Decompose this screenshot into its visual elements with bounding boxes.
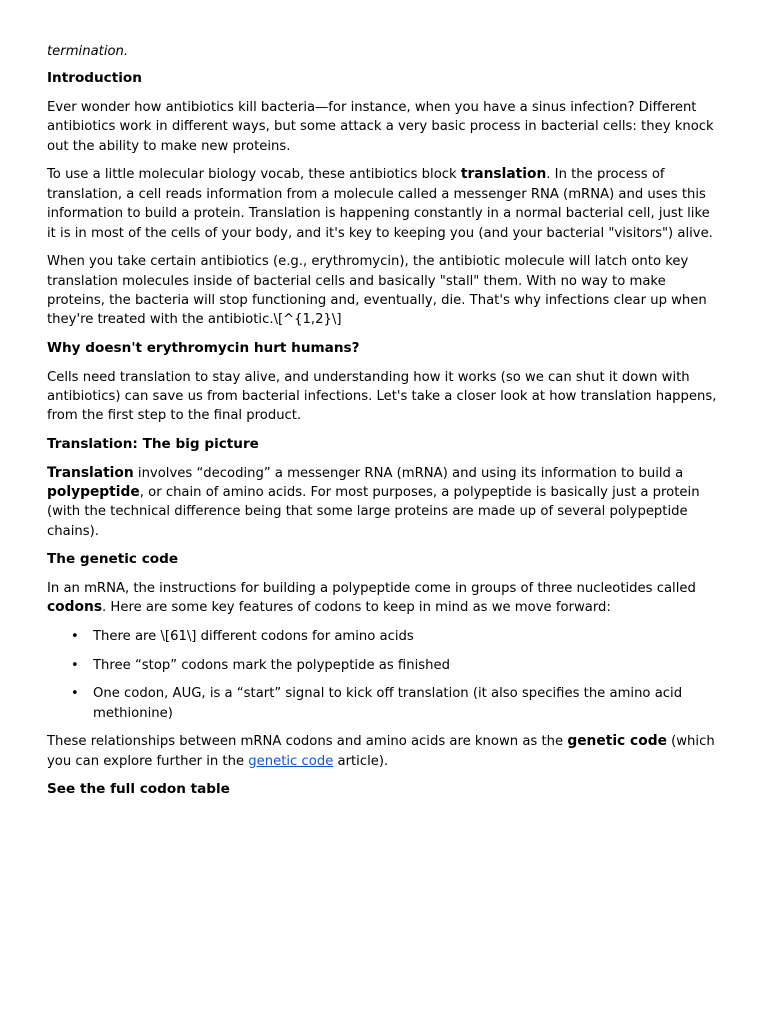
intro-paragraph-2 [47,165,720,243]
heading-big-picture: Translation: The big picture [47,436,259,453]
bullet-icon: • [71,686,79,702]
heading-why-erythromycin: Why doesn't erythromycin hurt humans? [47,340,360,357]
list-item-text: One codon, AUG, is a “start” signal to kick off translation (it also specifies the amino acid methionine) [93,686,683,721]
lead-in-text: termination. [47,44,129,59]
genetic-code-link[interactable]: genetic code [248,753,334,769]
genetic-code-p1-after: . Here are some key features of codons to keep in mind as we move forward: [102,600,611,616]
bullet-icon: • [71,629,79,645]
list-item [71,627,720,646]
intro-p2-text-before: To use a little molecular biology vocab, these antibiotics block [47,167,461,183]
big-picture-paragraph [47,464,720,542]
codon-features-list [47,627,720,723]
why-paragraph: Cells need translation to stay alive, and understanding how it works (so we can shut it down with antibiotics) can save us from bacterial infections. Let's take a closer look at how translation happens, from the first step to the final product. [47,369,717,424]
intro-paragraph-3: When you take certain antibiotics (e.g., erythromycin), the antibiotic molecule will latch onto key translation molecules inside of bacterial cells and basically "stall" them. With no way to make proteins, the bacteria will stop functioning and, eventually, die. That's why infections clear up when they're treated with the antibiotic.\[^{1,2}\] [47,254,707,328]
term-codons: codons [47,599,103,616]
term-translation-2: Translation [47,464,134,481]
bullet-icon: • [71,657,79,673]
big-picture-text-2: , or chain of amino acids. For most purposes, a polypeptide is basically just a protein (with the technical difference being that some large proteins are made up of several polypeptide chains). [47,485,700,539]
genetic-code-p2-mid: (which you can explore further in the [47,734,715,769]
heading-codon-table: See the full codon table [47,781,230,798]
list-item-text: Three “stop” codons mark the polypeptide as finished [93,657,450,673]
term-polypeptide: polypeptide [47,484,140,501]
term-genetic-code: genetic code [567,733,667,750]
intro-paragraph-1: Ever wonder how antibiotics kill bacteria—for instance, when you have a sinus infection? Different antibiotics work in different ways, but some attack a very basic process in bacterial cells: they knock out the ability to make new proteins. [47,100,714,154]
genetic-code-p2-after: article). [333,753,389,769]
genetic-code-p1-before: In an mRNA, the instructions for building a polypeptide come in groups of three nucleotides called [47,581,696,597]
big-picture-text-1: involves “decoding” a messenger RNA (mRNA) and using its information to build a [133,465,684,481]
term-translation: translation [460,166,547,183]
list-item [71,656,720,675]
heading-introduction: Introduction [47,70,142,87]
intro-p2-text-after: . In the process of translation, a cell reads information from a molecule called a messenger RNA (mRNA) and uses this information to build a protein. Translation is happening constantly in a normal bacterial cell, just like it is in most of the cells of your body, and it's key to keeping you (and your bacterial "visitors") alive. [47,167,713,241]
heading-genetic-code: The genetic code [47,551,179,568]
genetic-code-paragraph-2 [47,732,720,771]
genetic-code-p2-before: These relationships between mRNA codons and amino acids are known as the [47,734,568,750]
genetic-code-paragraph-1 [47,579,720,618]
list-item [71,684,720,723]
list-item-text: There are \[61\] different codons for amino acids [93,629,414,645]
